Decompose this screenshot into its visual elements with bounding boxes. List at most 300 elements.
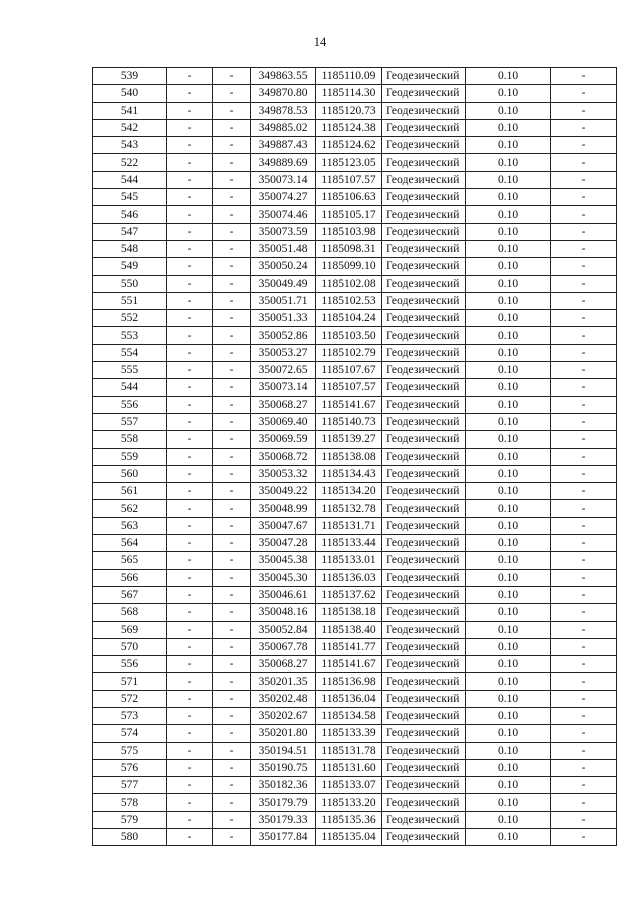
col3-cell: - (213, 448, 251, 465)
x-coordinate-cell: 350201.80 (251, 725, 316, 742)
method-cell: Геодезический (382, 448, 466, 465)
x-coordinate-cell: 349887.43 (251, 137, 316, 154)
y-coordinate-cell: 1185141.67 (316, 396, 382, 413)
point-number-cell: 552 (93, 310, 167, 327)
table-row (93, 535, 617, 552)
point-number-cell: 551 (93, 292, 167, 309)
col2-cell: - (167, 362, 213, 379)
col2-cell: - (167, 327, 213, 344)
col3-cell: - (213, 725, 251, 742)
accuracy-cell: 0.10 (466, 517, 551, 534)
col8-cell: - (551, 379, 617, 396)
col2-cell: - (167, 569, 213, 586)
y-coordinate-cell: 1185140.73 (316, 413, 382, 430)
col2-cell: - (167, 275, 213, 292)
accuracy-cell: 0.10 (466, 85, 551, 102)
col2-cell: - (167, 431, 213, 448)
x-coordinate-cell: 350179.33 (251, 811, 316, 828)
accuracy-cell: 0.10 (466, 223, 551, 240)
y-coordinate-cell: 1185132.78 (316, 500, 382, 517)
x-coordinate-cell: 350202.48 (251, 690, 316, 707)
method-cell: Геодезический (382, 500, 466, 517)
col3-cell: - (213, 137, 251, 154)
y-coordinate-cell: 1185133.20 (316, 794, 382, 811)
x-coordinate-cell: 350049.22 (251, 483, 316, 500)
method-cell: Геодезический (382, 829, 466, 846)
accuracy-cell: 0.10 (466, 483, 551, 500)
y-coordinate-cell: 1185099.10 (316, 258, 382, 275)
y-coordinate-cell: 1185102.08 (316, 275, 382, 292)
accuracy-cell: 0.10 (466, 707, 551, 724)
col3-cell: - (213, 673, 251, 690)
accuracy-cell: 0.10 (466, 396, 551, 413)
method-cell: Геодезический (382, 483, 466, 500)
point-number-cell: 565 (93, 552, 167, 569)
method-cell: Геодезический (382, 604, 466, 621)
col2-cell: - (167, 171, 213, 188)
point-number-cell: 568 (93, 604, 167, 621)
col3-cell: - (213, 707, 251, 724)
x-coordinate-cell: 350074.46 (251, 206, 316, 223)
col8-cell: - (551, 396, 617, 413)
col3-cell: - (213, 535, 251, 552)
col2-cell: - (167, 829, 213, 846)
point-number-cell: 556 (93, 656, 167, 673)
col2-cell: - (167, 223, 213, 240)
col3-cell: - (213, 206, 251, 223)
col3-cell: - (213, 794, 251, 811)
coordinates-table-body (93, 68, 617, 846)
accuracy-cell: 0.10 (466, 327, 551, 344)
table-row (93, 258, 617, 275)
col8-cell: - (551, 552, 617, 569)
col3-cell: - (213, 690, 251, 707)
accuracy-cell: 0.10 (466, 413, 551, 430)
y-coordinate-cell: 1185141.67 (316, 656, 382, 673)
col3-cell: - (213, 223, 251, 240)
col8-cell: - (551, 327, 617, 344)
method-cell: Геодезический (382, 119, 466, 136)
point-number-cell: 574 (93, 725, 167, 742)
col3-cell: - (213, 517, 251, 534)
point-number-cell: 573 (93, 707, 167, 724)
table-row (93, 102, 617, 119)
method-cell: Геодезический (382, 656, 466, 673)
col2-cell: - (167, 344, 213, 361)
table-row (93, 465, 617, 482)
col8-cell: - (551, 707, 617, 724)
col2-cell: - (167, 154, 213, 171)
method-cell: Геодезический (382, 206, 466, 223)
table-row (93, 310, 617, 327)
method-cell: Геодезический (382, 327, 466, 344)
method-cell: Геодезический (382, 240, 466, 257)
col3-cell: - (213, 68, 251, 85)
y-coordinate-cell: 1185104.24 (316, 310, 382, 327)
accuracy-cell: 0.10 (466, 292, 551, 309)
y-coordinate-cell: 1185133.44 (316, 535, 382, 552)
col2-cell: - (167, 240, 213, 257)
col8-cell: - (551, 240, 617, 257)
table-row (93, 742, 617, 759)
col8-cell: - (551, 777, 617, 794)
table-row (93, 483, 617, 500)
x-coordinate-cell: 350045.38 (251, 552, 316, 569)
col8-cell: - (551, 690, 617, 707)
table-row (93, 604, 617, 621)
col3-cell: - (213, 483, 251, 500)
accuracy-cell: 0.10 (466, 171, 551, 188)
method-cell: Геодезический (382, 310, 466, 327)
accuracy-cell: 0.10 (466, 379, 551, 396)
col2-cell: - (167, 85, 213, 102)
col8-cell: - (551, 621, 617, 638)
table-row (93, 396, 617, 413)
point-number-cell: 559 (93, 448, 167, 465)
y-coordinate-cell: 1185138.18 (316, 604, 382, 621)
table-row (93, 759, 617, 776)
y-coordinate-cell: 1185110.09 (316, 68, 382, 85)
table-row (93, 500, 617, 517)
point-number-cell: 542 (93, 119, 167, 136)
method-cell: Геодезический (382, 707, 466, 724)
accuracy-cell: 0.10 (466, 569, 551, 586)
col2-cell: - (167, 690, 213, 707)
method-cell: Геодезический (382, 759, 466, 776)
method-cell: Геодезический (382, 68, 466, 85)
x-coordinate-cell: 350051.33 (251, 310, 316, 327)
col2-cell: - (167, 292, 213, 309)
y-coordinate-cell: 1185133.39 (316, 725, 382, 742)
x-coordinate-cell: 349870.80 (251, 85, 316, 102)
col2-cell: - (167, 517, 213, 534)
col8-cell: - (551, 431, 617, 448)
x-coordinate-cell: 350048.99 (251, 500, 316, 517)
accuracy-cell: 0.10 (466, 189, 551, 206)
table-row (93, 154, 617, 171)
accuracy-cell: 0.10 (466, 725, 551, 742)
col3-cell: - (213, 240, 251, 257)
table-row (93, 638, 617, 655)
y-coordinate-cell: 1185135.36 (316, 811, 382, 828)
col2-cell: - (167, 656, 213, 673)
table-row (93, 777, 617, 794)
col2-cell: - (167, 811, 213, 828)
point-number-cell: 543 (93, 137, 167, 154)
accuracy-cell: 0.10 (466, 656, 551, 673)
col2-cell: - (167, 777, 213, 794)
method-cell: Геодезический (382, 621, 466, 638)
y-coordinate-cell: 1185123.05 (316, 154, 382, 171)
table-row (93, 673, 617, 690)
col3-cell: - (213, 656, 251, 673)
col8-cell: - (551, 258, 617, 275)
accuracy-cell: 0.10 (466, 448, 551, 465)
col8-cell: - (551, 829, 617, 846)
point-number-cell: 544 (93, 379, 167, 396)
col2-cell: - (167, 638, 213, 655)
x-coordinate-cell: 350177.84 (251, 829, 316, 846)
col8-cell: - (551, 448, 617, 465)
point-number-cell: 541 (93, 102, 167, 119)
col2-cell: - (167, 535, 213, 552)
point-number-cell: 566 (93, 569, 167, 586)
col8-cell: - (551, 344, 617, 361)
accuracy-cell: 0.10 (466, 102, 551, 119)
method-cell: Геодезический (382, 154, 466, 171)
point-number-cell: 576 (93, 759, 167, 776)
table-row (93, 344, 617, 361)
table-row (93, 119, 617, 136)
x-coordinate-cell: 350050.24 (251, 258, 316, 275)
accuracy-cell: 0.10 (466, 500, 551, 517)
method-cell: Геодезический (382, 85, 466, 102)
x-coordinate-cell: 350073.14 (251, 171, 316, 188)
table-row (93, 552, 617, 569)
y-coordinate-cell: 1185137.62 (316, 586, 382, 603)
y-coordinate-cell: 1185103.98 (316, 223, 382, 240)
x-coordinate-cell: 350182.36 (251, 777, 316, 794)
accuracy-cell: 0.10 (466, 742, 551, 759)
point-number-cell: 549 (93, 258, 167, 275)
point-number-cell: 561 (93, 483, 167, 500)
method-cell: Геодезический (382, 811, 466, 828)
point-number-cell: 567 (93, 586, 167, 603)
col2-cell: - (167, 586, 213, 603)
col2-cell: - (167, 604, 213, 621)
point-number-cell: 580 (93, 829, 167, 846)
col2-cell: - (167, 396, 213, 413)
x-coordinate-cell: 349863.55 (251, 68, 316, 85)
col8-cell: - (551, 275, 617, 292)
accuracy-cell: 0.10 (466, 465, 551, 482)
x-coordinate-cell: 350053.27 (251, 344, 316, 361)
method-cell: Геодезический (382, 638, 466, 655)
accuracy-cell: 0.10 (466, 206, 551, 223)
y-coordinate-cell: 1185103.50 (316, 327, 382, 344)
method-cell: Геодезический (382, 517, 466, 534)
col8-cell: - (551, 362, 617, 379)
table-row (93, 794, 617, 811)
y-coordinate-cell: 1185134.20 (316, 483, 382, 500)
accuracy-cell: 0.10 (466, 829, 551, 846)
col3-cell: - (213, 344, 251, 361)
table-row (93, 707, 617, 724)
x-coordinate-cell: 350069.40 (251, 413, 316, 430)
method-cell: Геодезический (382, 258, 466, 275)
table-row (93, 569, 617, 586)
accuracy-cell: 0.10 (466, 673, 551, 690)
col3-cell: - (213, 431, 251, 448)
point-number-cell: 563 (93, 517, 167, 534)
method-cell: Геодезический (382, 465, 466, 482)
x-coordinate-cell: 349889.69 (251, 154, 316, 171)
col8-cell: - (551, 137, 617, 154)
point-number-cell: 546 (93, 206, 167, 223)
col3-cell: - (213, 604, 251, 621)
page-number: 14 (313, 35, 327, 49)
accuracy-cell: 0.10 (466, 310, 551, 327)
point-number-cell: 564 (93, 535, 167, 552)
x-coordinate-cell: 350048.16 (251, 604, 316, 621)
col8-cell: - (551, 673, 617, 690)
x-coordinate-cell: 350201.35 (251, 673, 316, 690)
y-coordinate-cell: 1185138.08 (316, 448, 382, 465)
x-coordinate-cell: 350068.27 (251, 396, 316, 413)
table-row (93, 656, 617, 673)
col2-cell: - (167, 621, 213, 638)
col3-cell: - (213, 154, 251, 171)
col2-cell: - (167, 725, 213, 742)
x-coordinate-cell: 350046.61 (251, 586, 316, 603)
col2-cell: - (167, 68, 213, 85)
table-row (93, 448, 617, 465)
point-number-cell: 579 (93, 811, 167, 828)
point-number-cell: 545 (93, 189, 167, 206)
accuracy-cell: 0.10 (466, 638, 551, 655)
col3-cell: - (213, 362, 251, 379)
method-cell: Геодезический (382, 379, 466, 396)
col2-cell: - (167, 673, 213, 690)
accuracy-cell: 0.10 (466, 777, 551, 794)
table-row (93, 379, 617, 396)
col2-cell: - (167, 206, 213, 223)
col3-cell: - (213, 102, 251, 119)
col8-cell: - (551, 759, 617, 776)
x-coordinate-cell: 350051.71 (251, 292, 316, 309)
y-coordinate-cell: 1185138.40 (316, 621, 382, 638)
point-number-cell: 548 (93, 240, 167, 257)
col8-cell: - (551, 569, 617, 586)
col8-cell: - (551, 742, 617, 759)
x-coordinate-cell: 350068.27 (251, 656, 316, 673)
method-cell: Геодезический (382, 223, 466, 240)
x-coordinate-cell: 350190.75 (251, 759, 316, 776)
col8-cell: - (551, 223, 617, 240)
x-coordinate-cell: 350068.72 (251, 448, 316, 465)
table-row (93, 223, 617, 240)
accuracy-cell: 0.10 (466, 119, 551, 136)
col2-cell: - (167, 119, 213, 136)
method-cell: Геодезический (382, 292, 466, 309)
point-number-cell: 572 (93, 690, 167, 707)
y-coordinate-cell: 1185106.63 (316, 189, 382, 206)
x-coordinate-cell: 350074.27 (251, 189, 316, 206)
x-coordinate-cell: 350067.78 (251, 638, 316, 655)
col3-cell: - (213, 275, 251, 292)
method-cell: Геодезический (382, 725, 466, 742)
accuracy-cell: 0.10 (466, 154, 551, 171)
point-number-cell: 555 (93, 362, 167, 379)
x-coordinate-cell: 350069.59 (251, 431, 316, 448)
point-number-cell: 570 (93, 638, 167, 655)
col2-cell: - (167, 189, 213, 206)
col3-cell: - (213, 379, 251, 396)
col8-cell: - (551, 310, 617, 327)
table-row (93, 413, 617, 430)
table-row (93, 206, 617, 223)
col2-cell: - (167, 310, 213, 327)
y-coordinate-cell: 1185135.04 (316, 829, 382, 846)
point-number-cell: 556 (93, 396, 167, 413)
method-cell: Геодезический (382, 431, 466, 448)
col3-cell: - (213, 327, 251, 344)
point-number-cell: 571 (93, 673, 167, 690)
col8-cell: - (551, 517, 617, 534)
point-number-cell: 539 (93, 68, 167, 85)
point-number-cell: 558 (93, 431, 167, 448)
table-row (93, 690, 617, 707)
col3-cell: - (213, 621, 251, 638)
col2-cell: - (167, 552, 213, 569)
col3-cell: - (213, 119, 251, 136)
col8-cell: - (551, 171, 617, 188)
point-number-cell: 550 (93, 275, 167, 292)
table-row (93, 811, 617, 828)
coordinates-table (92, 67, 617, 846)
accuracy-cell: 0.10 (466, 68, 551, 85)
method-cell: Геодезический (382, 794, 466, 811)
col3-cell: - (213, 396, 251, 413)
accuracy-cell: 0.10 (466, 552, 551, 569)
method-cell: Геодезический (382, 569, 466, 586)
y-coordinate-cell: 1185107.57 (316, 171, 382, 188)
method-cell: Геодезический (382, 102, 466, 119)
col3-cell: - (213, 171, 251, 188)
point-number-cell: 540 (93, 85, 167, 102)
point-number-cell: 544 (93, 171, 167, 188)
accuracy-cell: 0.10 (466, 586, 551, 603)
accuracy-cell: 0.10 (466, 604, 551, 621)
point-number-cell: 562 (93, 500, 167, 517)
table-row (93, 137, 617, 154)
point-number-cell: 553 (93, 327, 167, 344)
point-number-cell: 578 (93, 794, 167, 811)
col8-cell: - (551, 154, 617, 171)
col8-cell: - (551, 189, 617, 206)
col3-cell: - (213, 569, 251, 586)
accuracy-cell: 0.10 (466, 240, 551, 257)
col3-cell: - (213, 310, 251, 327)
point-number-cell: 569 (93, 621, 167, 638)
col8-cell: - (551, 586, 617, 603)
col3-cell: - (213, 85, 251, 102)
col8-cell: - (551, 656, 617, 673)
col2-cell: - (167, 794, 213, 811)
x-coordinate-cell: 350202.67 (251, 707, 316, 724)
col2-cell: - (167, 483, 213, 500)
table-row (93, 85, 617, 102)
col8-cell: - (551, 604, 617, 621)
method-cell: Геодезический (382, 396, 466, 413)
col2-cell: - (167, 448, 213, 465)
table-row (93, 725, 617, 742)
x-coordinate-cell: 350047.28 (251, 535, 316, 552)
point-number-cell: 547 (93, 223, 167, 240)
y-coordinate-cell: 1185134.43 (316, 465, 382, 482)
col3-cell: - (213, 552, 251, 569)
table-row (93, 189, 617, 206)
accuracy-cell: 0.10 (466, 258, 551, 275)
y-coordinate-cell: 1185107.57 (316, 379, 382, 396)
col8-cell: - (551, 413, 617, 430)
x-coordinate-cell: 350073.59 (251, 223, 316, 240)
col3-cell: - (213, 586, 251, 603)
table-row (93, 829, 617, 846)
col3-cell: - (213, 811, 251, 828)
x-coordinate-cell: 349878.53 (251, 102, 316, 119)
accuracy-cell: 0.10 (466, 275, 551, 292)
